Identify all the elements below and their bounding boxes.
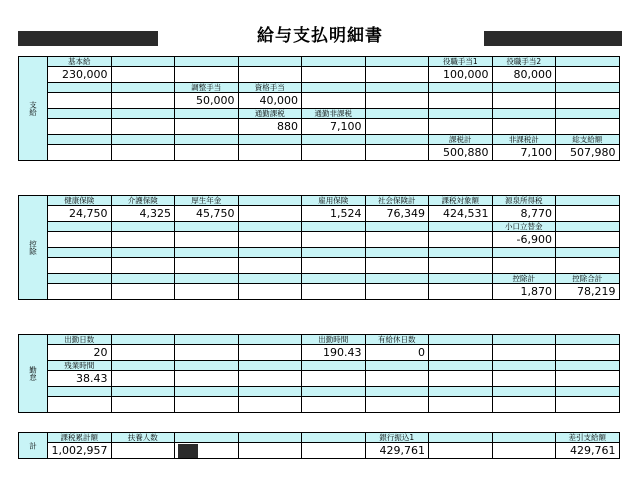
kintai-cell-r2-c9 <box>556 361 620 371</box>
kei-cell-r1-c3 <box>175 443 239 459</box>
kintai-cell-r1-c6: 0 <box>365 345 429 361</box>
kojo-cell-r6-c9: 控除合計 <box>556 274 620 284</box>
kojo-cell-r5-c3 <box>175 258 239 274</box>
kintai-cell-r0-c3 <box>175 335 239 345</box>
kojo-cell-r3-c2 <box>111 232 175 248</box>
kintai-cell-r4-c3 <box>175 387 239 397</box>
kojo-cell-r7-c5 <box>302 284 366 300</box>
shikyu-cell-r5-c4: 880 <box>238 119 302 135</box>
kintai-cell-r0-c6: 有給休日数 <box>365 335 429 345</box>
kojo-cell-r2-c7 <box>429 222 493 232</box>
kojo-cell-r4-c1 <box>48 248 112 258</box>
shikyu-cell-r7-c4 <box>238 145 302 161</box>
kintai-cell-r2-c8 <box>492 361 556 371</box>
shikyu-cell-r6-c7: 課税計 <box>429 135 493 145</box>
shikyu-row-4 <box>19 109 620 119</box>
kojo-row-4 <box>19 248 620 258</box>
shikyu-cell-r0-c8: 役職手当2 <box>492 57 556 67</box>
kintai-cell-r3-c7 <box>429 371 493 387</box>
kojo-cell-r1-c3: 45,750 <box>175 206 239 222</box>
kei-cell-r0-c7 <box>429 433 493 443</box>
shikyu-cell-r2-c5 <box>302 83 366 93</box>
kojo-cell-r0-c3: 厚生年金 <box>175 196 239 206</box>
section-kei <box>18 432 620 459</box>
kei-row-1 <box>19 443 620 459</box>
kei-cell-r1-c1: 1,002,957 <box>48 443 112 459</box>
shikyu-cell-r7-c1 <box>48 145 112 161</box>
shikyu-cell-r1-c2 <box>111 67 175 83</box>
kintai-cell-r5-c5 <box>302 397 366 413</box>
kintai-cell-r5-c1 <box>48 397 112 413</box>
kojo-cell-r2-c8: 小口立替金 <box>492 222 556 232</box>
kojo-cell-r3-c8: -6,900 <box>492 232 556 248</box>
shikyu-cell-r3-c9 <box>556 93 620 109</box>
shikyu-cell-r0-c3 <box>175 57 239 67</box>
kintai-cell-r4-c1 <box>48 387 112 397</box>
kintai-cell-r2-c4 <box>238 361 302 371</box>
shikyu-cell-r4-c8 <box>492 109 556 119</box>
kintai-cell-r4-c7 <box>429 387 493 397</box>
redacted-company-block <box>18 31 158 46</box>
kojo-cell-r4-c5 <box>302 248 366 258</box>
kojo-cell-r3-c4 <box>238 232 302 248</box>
shikyu-cell-r3-c1 <box>48 93 112 109</box>
kojo-cell-r2-c2 <box>111 222 175 232</box>
kintai-row-2 <box>19 361 620 371</box>
shikyu-row-7 <box>19 145 620 161</box>
shikyu-cell-r2-c2 <box>111 83 175 93</box>
kei-cell-r1-c6: 429,761 <box>365 443 429 459</box>
kintai-cell-r4-c9 <box>556 387 620 397</box>
shikyu-row-0 <box>19 57 620 67</box>
kintai-cell-r4-c5 <box>302 387 366 397</box>
kintai-cell-r4-c4 <box>238 387 302 397</box>
shikyu-cell-r4-c1 <box>48 109 112 119</box>
kojo-cell-r3-c3 <box>175 232 239 248</box>
shikyu-cell-r3-c4: 40,000 <box>238 93 302 109</box>
kojo-cell-r2-c9 <box>556 222 620 232</box>
kintai-cell-r3-c8 <box>492 371 556 387</box>
kojo-cell-r3-c7 <box>429 232 493 248</box>
kojo-cell-r5-c9 <box>556 258 620 274</box>
shikyu-cell-r3-c3: 50,000 <box>175 93 239 109</box>
kintai-cell-r5-c3 <box>175 397 239 413</box>
kei-cell-r1-c5 <box>302 443 366 459</box>
kojo-cell-r4-c3 <box>175 248 239 258</box>
kintai-cell-r0-c2 <box>111 335 175 345</box>
kei-cell-r1-c8 <box>492 443 556 459</box>
kei-cell-r0-c1: 課税累計額 <box>48 433 112 443</box>
shikyu-cell-r2-c4: 資格手当 <box>238 83 302 93</box>
kojo-cell-r6-c1 <box>48 274 112 284</box>
shikyu-cell-r4-c2 <box>111 109 175 119</box>
shikyu-cell-r5-c3 <box>175 119 239 135</box>
kojo-cell-r2-c1 <box>48 222 112 232</box>
kintai-row-1 <box>19 345 620 361</box>
kintai-cell-r4-c6 <box>365 387 429 397</box>
shikyu-cell-r4-c3 <box>175 109 239 119</box>
kojo-row-0 <box>19 196 620 206</box>
shikyu-cell-r6-c6 <box>365 135 429 145</box>
kintai-cell-r1-c8 <box>492 345 556 361</box>
section-kintai <box>18 334 620 413</box>
kojo-cell-r7-c7 <box>429 284 493 300</box>
kei-cell-r0-c3 <box>175 433 239 443</box>
shikyu-cell-r1-c4 <box>238 67 302 83</box>
kojo-cell-r5-c1 <box>48 258 112 274</box>
shikyu-cell-r4-c7 <box>429 109 493 119</box>
shikyu-cell-r2-c1 <box>48 83 112 93</box>
kojo-cell-r5-c6 <box>365 258 429 274</box>
kei-side-label: 計 <box>19 433 48 459</box>
kintai-cell-r3-c4 <box>238 371 302 387</box>
shikyu-cell-r7-c5 <box>302 145 366 161</box>
shikyu-cell-r4-c5: 通勤非課税 <box>302 109 366 119</box>
kintai-cell-r1-c9 <box>556 345 620 361</box>
shikyu-cell-r6-c5 <box>302 135 366 145</box>
kojo-cell-r6-c2 <box>111 274 175 284</box>
kintai-cell-r3-c6 <box>365 371 429 387</box>
redacted-employee-block <box>484 31 622 46</box>
section-kojo <box>18 195 620 300</box>
kojo-row-5 <box>19 258 620 274</box>
shikyu-cell-r4-c6 <box>365 109 429 119</box>
kintai-cell-r0-c5: 出勤時間 <box>302 335 366 345</box>
kei-cell-r0-c8 <box>492 433 556 443</box>
shikyu-cell-r7-c7: 500,880 <box>429 145 493 161</box>
shikyu-cell-r2-c3: 調整手当 <box>175 83 239 93</box>
kintai-cell-r5-c6 <box>365 397 429 413</box>
kintai-side-label: 勤怠 <box>19 335 48 413</box>
shikyu-cell-r6-c2 <box>111 135 175 145</box>
shikyu-cell-r7-c8: 7,100 <box>492 145 556 161</box>
kojo-cell-r1-c6: 76,349 <box>365 206 429 222</box>
kojo-cell-r0-c2: 介護保険 <box>111 196 175 206</box>
shikyu-cell-r2-c7 <box>429 83 493 93</box>
kojo-cell-r0-c6: 社会保険計 <box>365 196 429 206</box>
kojo-cell-r3-c1 <box>48 232 112 248</box>
shikyu-cell-r0-c7: 役職手当1 <box>429 57 493 67</box>
kei-cell-r1-c2 <box>111 443 175 459</box>
kojo-row-1 <box>19 206 620 222</box>
kintai-row-3 <box>19 371 620 387</box>
kojo-cell-r7-c6 <box>365 284 429 300</box>
kojo-cell-r2-c4 <box>238 222 302 232</box>
kintai-cell-r4-c2 <box>111 387 175 397</box>
kojo-cell-r6-c3 <box>175 274 239 284</box>
kojo-row-2 <box>19 222 620 232</box>
kojo-cell-r4-c9 <box>556 248 620 258</box>
kojo-cell-r1-c2: 4,325 <box>111 206 175 222</box>
kojo-cell-r0-c8: 源泉所得税 <box>492 196 556 206</box>
kojo-cell-r4-c7 <box>429 248 493 258</box>
kojo-cell-r2-c6 <box>365 222 429 232</box>
kei-cell-r0-c6: 銀行振込1 <box>365 433 429 443</box>
shikyu-cell-r1-c3 <box>175 67 239 83</box>
kojo-cell-r0-c7: 課税対象額 <box>429 196 493 206</box>
shikyu-cell-r7-c9: 507,980 <box>556 145 620 161</box>
shikyu-row-3 <box>19 93 620 109</box>
kojo-cell-r0-c9 <box>556 196 620 206</box>
kojo-cell-r7-c8: 1,870 <box>492 284 556 300</box>
shikyu-cell-r3-c8 <box>492 93 556 109</box>
kojo-cell-r4-c4 <box>238 248 302 258</box>
kintai-cell-r1-c2 <box>111 345 175 361</box>
kojo-cell-r2-c5 <box>302 222 366 232</box>
kintai-cell-r2-c2 <box>111 361 175 371</box>
shikyu-cell-r3-c6 <box>365 93 429 109</box>
shikyu-row-6 <box>19 135 620 145</box>
kintai-cell-r0-c1: 出勤日数 <box>48 335 112 345</box>
kojo-cell-r4-c2 <box>111 248 175 258</box>
kojo-cell-r4-c6 <box>365 248 429 258</box>
shikyu-cell-r6-c8: 非課税計 <box>492 135 556 145</box>
shikyu-cell-r5-c5: 7,100 <box>302 119 366 135</box>
shikyu-cell-r6-c4 <box>238 135 302 145</box>
kojo-cell-r1-c7: 424,531 <box>429 206 493 222</box>
shikyu-cell-r1-c9 <box>556 67 620 83</box>
document-title: 給与支払明細書 <box>257 26 383 46</box>
redacted-dependents-value <box>178 444 198 458</box>
kojo-cell-r1-c5: 1,524 <box>302 206 366 222</box>
kojo-cell-r1-c9 <box>556 206 620 222</box>
kintai-cell-r3-c9 <box>556 371 620 387</box>
kintai-cell-r3-c2 <box>111 371 175 387</box>
kojo-row-6 <box>19 274 620 284</box>
shikyu-cell-r5-c2 <box>111 119 175 135</box>
kintai-cell-r1-c4 <box>238 345 302 361</box>
shikyu-cell-r2-c9 <box>556 83 620 93</box>
kintai-cell-r0-c9 <box>556 335 620 345</box>
kojo-cell-r1-c4 <box>238 206 302 222</box>
shikyu-side-label: 支給 <box>19 57 48 161</box>
shikyu-cell-r3-c7 <box>429 93 493 109</box>
kojo-cell-r3-c5 <box>302 232 366 248</box>
kojo-cell-r5-c7 <box>429 258 493 274</box>
shikyu-cell-r3-c5 <box>302 93 366 109</box>
shikyu-row-2 <box>19 83 620 93</box>
kojo-cell-r7-c9: 78,219 <box>556 284 620 300</box>
shikyu-row-1 <box>19 67 620 83</box>
kintai-row-0 <box>19 335 620 345</box>
kojo-cell-r1-c1: 24,750 <box>48 206 112 222</box>
kojo-cell-r0-c5: 雇用保険 <box>302 196 366 206</box>
kojo-cell-r0-c4 <box>238 196 302 206</box>
kojo-cell-r4-c8 <box>492 248 556 258</box>
kei-cell-r0-c9: 差引支給額 <box>556 433 620 443</box>
kei-cell-r0-c4 <box>238 433 302 443</box>
shikyu-cell-r5-c1 <box>48 119 112 135</box>
shikyu-cell-r3-c2 <box>111 93 175 109</box>
kintai-cell-r2-c1: 残業時間 <box>48 361 112 371</box>
kintai-cell-r3-c5 <box>302 371 366 387</box>
kojo-row-3 <box>19 232 620 248</box>
kintai-cell-r0-c4 <box>238 335 302 345</box>
kintai-cell-r5-c7 <box>429 397 493 413</box>
kojo-cell-r7-c2 <box>111 284 175 300</box>
kojo-cell-r5-c8 <box>492 258 556 274</box>
kintai-cell-r1-c1: 20 <box>48 345 112 361</box>
shikyu-cell-r6-c1 <box>48 135 112 145</box>
kojo-cell-r0-c1: 健康保険 <box>48 196 112 206</box>
kei-cell-r1-c4 <box>238 443 302 459</box>
shikyu-cell-r5-c8 <box>492 119 556 135</box>
kojo-cell-r3-c6 <box>365 232 429 248</box>
shikyu-cell-r1-c6 <box>365 67 429 83</box>
shikyu-row-5 <box>19 119 620 135</box>
shikyu-cell-r0-c2 <box>111 57 175 67</box>
shikyu-cell-r1-c7: 100,000 <box>429 67 493 83</box>
kintai-cell-r1-c5: 190.43 <box>302 345 366 361</box>
kojo-cell-r5-c5 <box>302 258 366 274</box>
kintai-cell-r0-c8 <box>492 335 556 345</box>
kojo-cell-r3-c9 <box>556 232 620 248</box>
kojo-cell-r6-c5 <box>302 274 366 284</box>
shikyu-cell-r7-c3 <box>175 145 239 161</box>
shikyu-cell-r7-c6 <box>365 145 429 161</box>
kintai-cell-r0-c7 <box>429 335 493 345</box>
kei-cell-r1-c7 <box>429 443 493 459</box>
shikyu-cell-r6-c9: 総支給額 <box>556 135 620 145</box>
shikyu-cell-r0-c6 <box>365 57 429 67</box>
kojo-cell-r7-c4 <box>238 284 302 300</box>
kojo-cell-r2-c3 <box>175 222 239 232</box>
kintai-cell-r5-c4 <box>238 397 302 413</box>
kintai-cell-r5-c8 <box>492 397 556 413</box>
kei-row-0 <box>19 433 620 443</box>
shikyu-cell-r4-c9 <box>556 109 620 119</box>
shikyu-cell-r5-c7 <box>429 119 493 135</box>
kojo-cell-r6-c6 <box>365 274 429 284</box>
shikyu-cell-r0-c4 <box>238 57 302 67</box>
shikyu-cell-r0-c9 <box>556 57 620 67</box>
shikyu-cell-r2-c8 <box>492 83 556 93</box>
kintai-cell-r4-c8 <box>492 387 556 397</box>
shikyu-cell-r1-c5 <box>302 67 366 83</box>
shikyu-cell-r2-c6 <box>365 83 429 93</box>
kei-cell-r1-c9: 429,761 <box>556 443 620 459</box>
kojo-row-7 <box>19 284 620 300</box>
shikyu-cell-r1-c1: 230,000 <box>48 67 112 83</box>
kintai-cell-r1-c7 <box>429 345 493 361</box>
kojo-cell-r5-c4 <box>238 258 302 274</box>
kojo-side-label: 控除 <box>19 196 48 300</box>
section-shikyu <box>18 56 620 161</box>
kintai-cell-r2-c3 <box>175 361 239 371</box>
shikyu-cell-r6-c3 <box>175 135 239 145</box>
shikyu-cell-r7-c2 <box>111 145 175 161</box>
shikyu-cell-r5-c6 <box>365 119 429 135</box>
kojo-cell-r6-c4 <box>238 274 302 284</box>
kojo-cell-r7-c3 <box>175 284 239 300</box>
kintai-cell-r2-c5 <box>302 361 366 371</box>
kintai-cell-r2-c6 <box>365 361 429 371</box>
kintai-row-4 <box>19 387 620 397</box>
kojo-cell-r1-c8: 8,770 <box>492 206 556 222</box>
kei-cell-r0-c5 <box>302 433 366 443</box>
kintai-cell-r5-c9 <box>556 397 620 413</box>
kintai-cell-r2-c7 <box>429 361 493 371</box>
kintai-cell-r3-c1: 38.43 <box>48 371 112 387</box>
shikyu-cell-r5-c9 <box>556 119 620 135</box>
kintai-cell-r5-c2 <box>111 397 175 413</box>
shikyu-cell-r1-c8: 80,000 <box>492 67 556 83</box>
kintai-row-5 <box>19 397 620 413</box>
kei-cell-r0-c2: 扶養人数 <box>111 433 175 443</box>
shikyu-cell-r4-c4: 通勤課税 <box>238 109 302 119</box>
kojo-cell-r7-c1 <box>48 284 112 300</box>
kojo-cell-r6-c7 <box>429 274 493 284</box>
kintai-cell-r3-c3 <box>175 371 239 387</box>
shikyu-cell-r0-c1: 基本給 <box>48 57 112 67</box>
kojo-cell-r5-c2 <box>111 258 175 274</box>
shikyu-cell-r0-c5 <box>302 57 366 67</box>
kintai-cell-r1-c3 <box>175 345 239 361</box>
kojo-cell-r6-c8: 控除計 <box>492 274 556 284</box>
